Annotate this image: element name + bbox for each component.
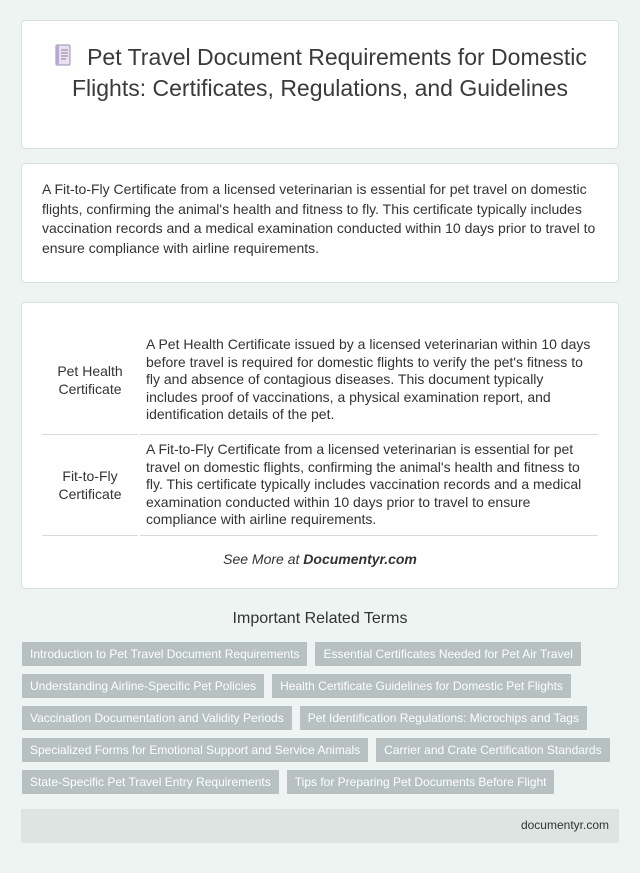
related-term-tag[interactable]: Pet Identification Regulations: Microchips and Tags [300,706,587,730]
document-icon [53,43,73,74]
related-term-tag[interactable]: Understanding Airline-Specific Pet Policies [22,674,264,698]
related-term-tag[interactable]: Introduction to Pet Travel Document Requirements [22,642,307,666]
intro-card [21,163,619,283]
intro-text: A Fit-to-Fly Certificate from a licensed veterinarian is essential for pet travel on domestic flights, confirming the animal's health and fitness to fly. This certificate typically includes vaccination records and a medical examination conducted within 10 days prior to travel to ensure compliance with airline requirements. [42,181,596,256]
definitions-table [42,326,598,536]
page-title [46,43,594,103]
related-terms-list [22,642,622,802]
see-more-link[interactable]: Documentyr.com [303,551,417,567]
table-row [42,435,598,536]
related-term-tag[interactable]: Tips for Preparing Pet Documents Before Flight [287,770,555,794]
see-more [22,551,618,567]
table-description: A Fit-to-Fly Certificate from a licensed veterinarian is essential for pet travel on domestic flights, confirming the animal's health and fitness to fly. This certificate typically includes vaccination records and a medical examination conducted within 10 days prior to travel to ensure compliance with airline requirements. [139,435,598,536]
table-term: Pet Health Certificate [42,326,139,435]
table-row [42,326,598,435]
footer-site[interactable]: documentyr.com [520,818,609,832]
definitions-card [21,302,619,589]
title-card [21,20,619,149]
related-term-tag[interactable]: Essential Certificates Needed for Pet Air Travel [315,642,580,666]
related-term-tag[interactable]: Specialized Forms for Emotional Support and Service Animals [22,738,368,762]
related-term-tag[interactable]: Health Certificate Guidelines for Domestic Pet Flights [272,674,571,698]
page-title-text: Pet Travel Document Requirements for Domestic Flights: Certificates, Regulations, and Guidelines [71,44,587,101]
table-description: A Pet Health Certificate issued by a licensed veterinarian within 10 days before travel is required for domestic flights to verify the pet's fitness to fly and absence of contagious diseases. This document typically includes proof of vaccinations, a physical examination report, and identification details of the pet. [139,326,598,435]
related-terms-heading: Important Related Terms [232,610,408,627]
related-term-tag[interactable]: State-Specific Pet Travel Entry Requirements [22,770,279,794]
footer [21,809,619,843]
related-term-tag[interactable]: Vaccination Documentation and Validity Periods [22,706,292,730]
see-more-prefix: See More at [223,551,304,567]
table-term: Fit-to-Fly Certificate [42,435,139,536]
related-term-tag[interactable]: Carrier and Crate Certification Standards [376,738,609,762]
